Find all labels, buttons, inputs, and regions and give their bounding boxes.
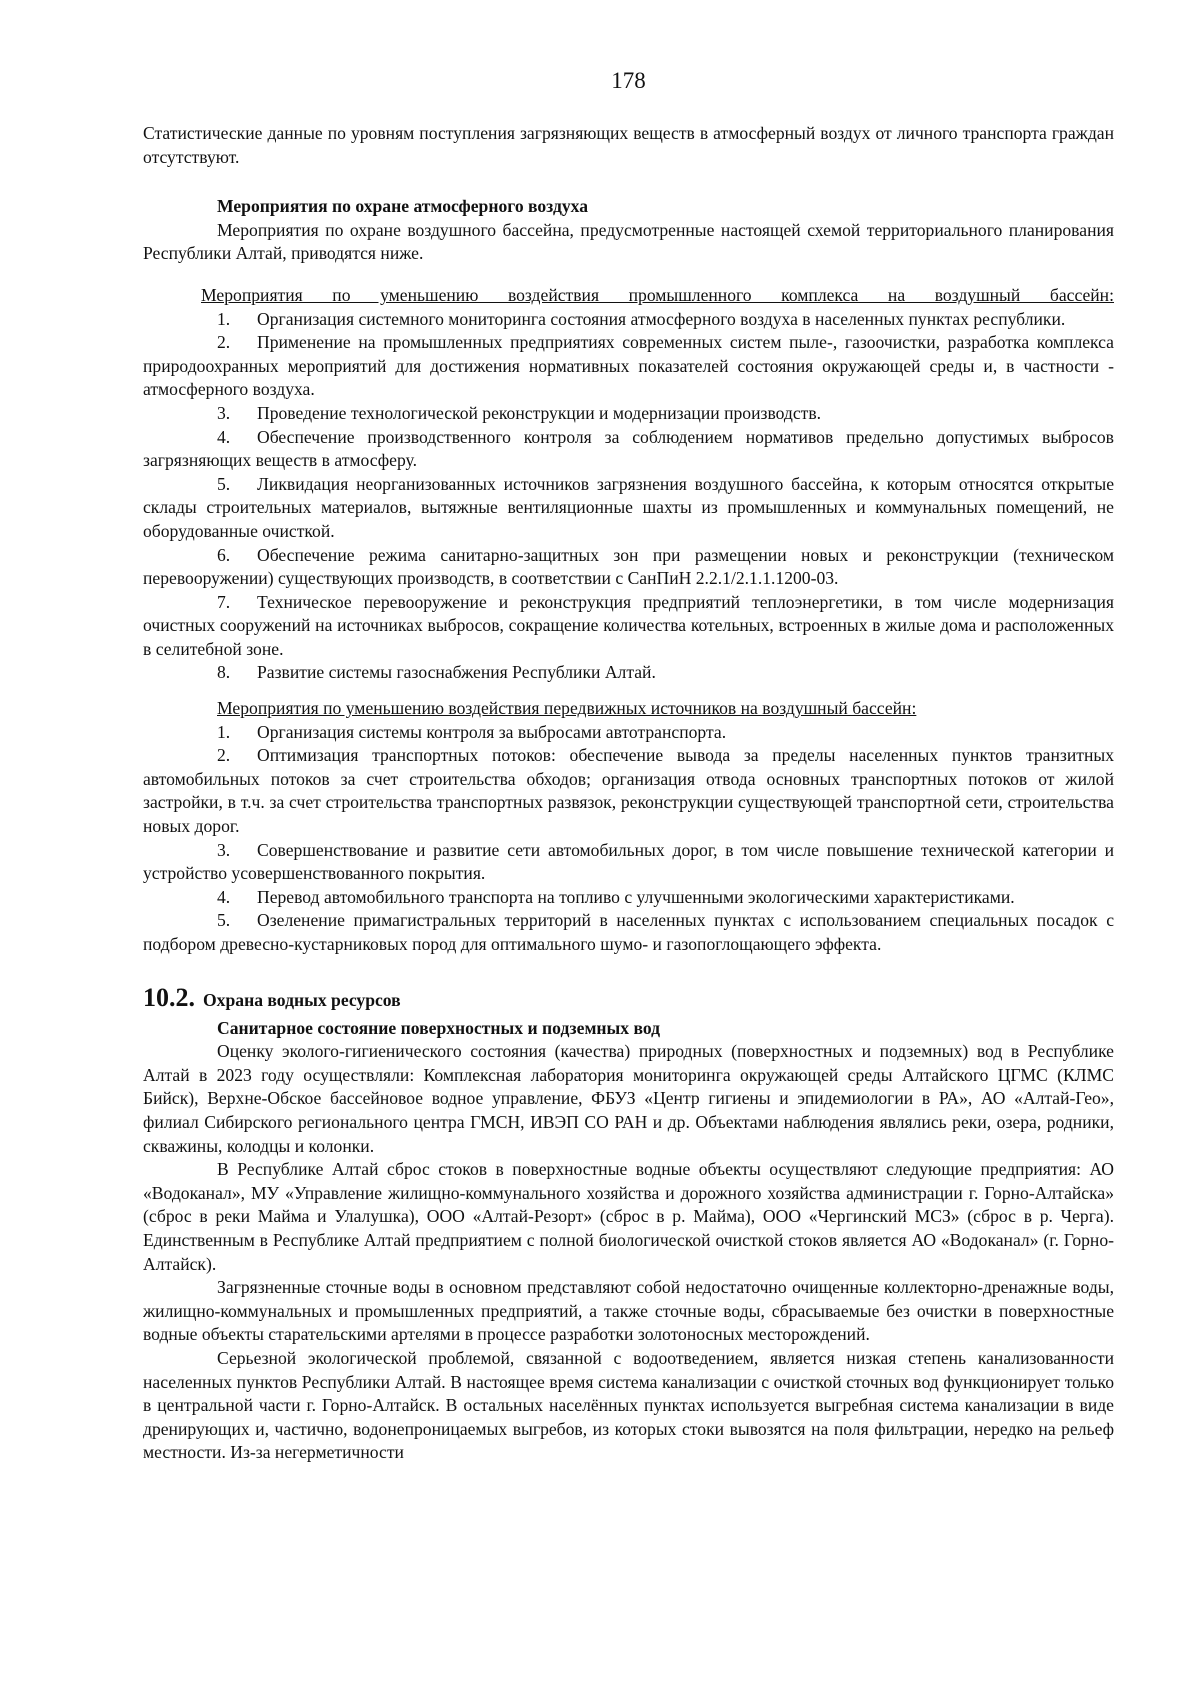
- water-paragraph: Серьезной экологической проблемой, связанной с водоотведением, является низкая степень канализованности населенных пунктов Республики Алтай. В настоящее время система канализации с очисткой сточных вод функционирует только в центральной части г. Горно-Алтайск. В остальных населённых пунктах используется выгребная система канализации в виде дренирующих и, частично, водонепроницаемых выгребов, из которых стоки вывозятся на поля фильтрации, нередко на рельеф местности. Из-за негерметичности: [143, 1347, 1114, 1463]
- spacer: [143, 266, 1114, 284]
- list-item: [143, 661, 1114, 685]
- list-item-number: 5.: [217, 910, 231, 931]
- air-protection-heading: Мероприятия по охране атмосферного воздуха: [217, 196, 588, 217]
- air-protection-intro: Мероприятия по охране воздушного бассейна, предусмотренные настоящей схемой территориального планирования Республики Алтай, приводятся ниже.: [143, 219, 1114, 264]
- list-item: [143, 886, 1114, 910]
- list-item: [143, 308, 1114, 332]
- list-item-text: Проведение технологической реконструкции и модернизации производств.: [257, 402, 822, 423]
- list-item-text: Оптимизация транспортных потоков: обеспечение вывода за пределы населенных пунктов транзитных автомобильных потоков за счет строительства обходов; организация отвода основных транспортных потоков от жилой застройки, в т.ч. за счет строительства транспортных развязок, реконструкции существующей транспортной сети, строительства новых дорог.: [143, 745, 1114, 837]
- mobile-measures-heading: [143, 697, 1114, 721]
- list-item: [143, 331, 1114, 402]
- list-item-text: Организация системы контроля за выбросами автотранспорта.: [257, 721, 727, 742]
- list-item-number: 3.: [217, 839, 231, 860]
- list-item: [143, 744, 1114, 838]
- water-paragraph: В Республике Алтай сброс стоков в поверхностные водные объекты осуществляют следующие предприятия: АО «Водоканал», МУ «Управление жилищно-коммунального хозяйства и дорожного хозяйства администрации г. Горно-Алтайска» (сброс в реки Майма и Улалушка), ООО «Алтай-Резорт» (сброс в р. Майма), ООО «Чергинский МСЗ» (сброс в р. Черга). Единственным в Республике Алтай предприятием с полной биологической очисткой стоков является АО «Водоканал» (г. Горно-Алтайск).: [143, 1159, 1114, 1274]
- list-item-text: Перевод автомобильного транспорта на топливо с улучшенными экологическими характеристиками.: [257, 886, 1015, 907]
- list-item-number: 1.: [217, 721, 231, 742]
- list-item-number: 7.: [217, 591, 231, 612]
- list-item: [143, 402, 1114, 426]
- industrial-measures-list: [143, 308, 1114, 686]
- list-item: [143, 426, 1114, 473]
- page-number: 178: [611, 68, 646, 93]
- section-title-text: Охрана водных ресурсов: [203, 989, 401, 1010]
- list-item-text: Организация системного мониторинга состояния атмосферного воздуха в населенных пунктах республики.: [257, 308, 1066, 329]
- list-item-number: 4.: [217, 886, 231, 907]
- list-item-text: Применение на промышленных предприятиях современных систем пыле-, газоочистки, разработка комплекса природоохранных мероприятий для достижения нормативных показателей состояния окружающей среды и, в частности - атмосферного воздуха.: [143, 332, 1114, 400]
- list-item-text: Техническое перевооружение и реконструкция предприятий теплоэнергетики, в том числе модернизация очистных сооружений на источниках выбросов, сокращение количества котельных, встроенных в жилые дома и расположенных в селитебной зоне.: [143, 591, 1114, 659]
- spacer: [143, 685, 1114, 697]
- list-item-number: 2.: [217, 745, 231, 766]
- list-item-text: Совершенствование и развитие сети автомобильных дорог, в том числе повышение технической категории и устройство усовершенствованного покрытия.: [143, 839, 1114, 884]
- list-item-text: Обеспечение производственного контроля за соблюдением нормативов предельно допустимых выбросов загрязняющих веществ в атмосферу.: [143, 426, 1114, 471]
- list-item-text: Развитие системы газоснабжения Республики Алтай.: [257, 662, 656, 683]
- list-item: [143, 591, 1114, 662]
- mobile-measures-heading-text: Мероприятия по уменьшению воздействия передвижных источников на воздушный бассейн:: [217, 698, 917, 719]
- list-item-number: 5.: [217, 473, 231, 494]
- section-title: [143, 983, 1114, 1017]
- list-item: [143, 721, 1114, 745]
- list-item-number: 2.: [217, 332, 231, 353]
- water-paragraph: Оценку эколого-гигиенического состояния (качества) природных (поверхностных и подземных) вод в Республике Алтай в 2023 году осуществляли: Комплексная лаборатория мониторинга окружающей среды Алтайского ЦГМС (КЛМС Бийск), Верхне-Обское бассейновое водное управление, ФБУЗ «Центр гигиены и эпидемиологии в РА», АО «Алтай-Гео», филиал Сибирского регионального центра ГМСН, ИВЭП СО РАН и др. Объектами наблюдения являлись реки, озера, родники, скважины, колодцы и колонки.: [143, 1041, 1114, 1156]
- industrial-measures-heading: [143, 284, 1114, 308]
- section-number: 10.2.: [143, 982, 195, 1012]
- water-state-heading: Санитарное состояние поверхностных и подземных вод: [217, 1017, 661, 1038]
- list-item-number: 4.: [217, 426, 231, 447]
- list-item-number: 6.: [217, 544, 231, 565]
- intro-paragraph: Статистические данные по уровням поступления загрязняющих веществ в атмосферный воздух от личного транспорта граждан отсутствуют.: [143, 123, 1114, 167]
- industrial-measures-heading-text: Мероприятия по уменьшению воздействия промышленного комплекса на воздушный бассейн:: [201, 284, 1114, 305]
- mobile-measures-list: [143, 721, 1114, 957]
- spacer: [143, 957, 1114, 983]
- list-item-text: Обеспечение режима санитарно-защитных зон при размещении новых и реконструкции (техническом перевооружении) существующих производств, в соответствии с СанПиН 2.2.1/2.1.1.1200-03.: [143, 544, 1114, 589]
- list-item: [143, 473, 1114, 544]
- list-item-number: 8.: [217, 662, 231, 683]
- list-item-text: Озеленение примагистральных территорий в населенных пунктах с использованием специальных посадок с подбором древесно-кустарниковых пород для оптимального шумо- и газопоглощающего эффекта.: [143, 910, 1114, 954]
- list-item: [143, 839, 1114, 886]
- document-page: [143, 66, 1114, 1465]
- list-item: [143, 544, 1114, 591]
- spacer: [143, 169, 1114, 195]
- list-item: [143, 909, 1114, 956]
- list-item-text: Ликвидация неорганизованных источников загрязнения воздушного бассейна, к которым относятся открытые склады строительных материалов, вытяжные вентиляционные шахты из промышленных и коммунальных помещений, не оборудованные очисткой.: [143, 473, 1114, 541]
- list-item-number: 3.: [217, 402, 231, 423]
- list-item-number: 1.: [217, 308, 231, 329]
- water-paragraph: Загрязненные сточные воды в основном представляют собой недостаточно очищенные коллекторно-дренажные воды, жилищно-коммунальных и промышленных предприятий, а также сточные воды, сбрасываемые без очистки в поверхностные водные объекты старательскими артелями в процессе разработки золотоносных месторождений.: [143, 1277, 1114, 1345]
